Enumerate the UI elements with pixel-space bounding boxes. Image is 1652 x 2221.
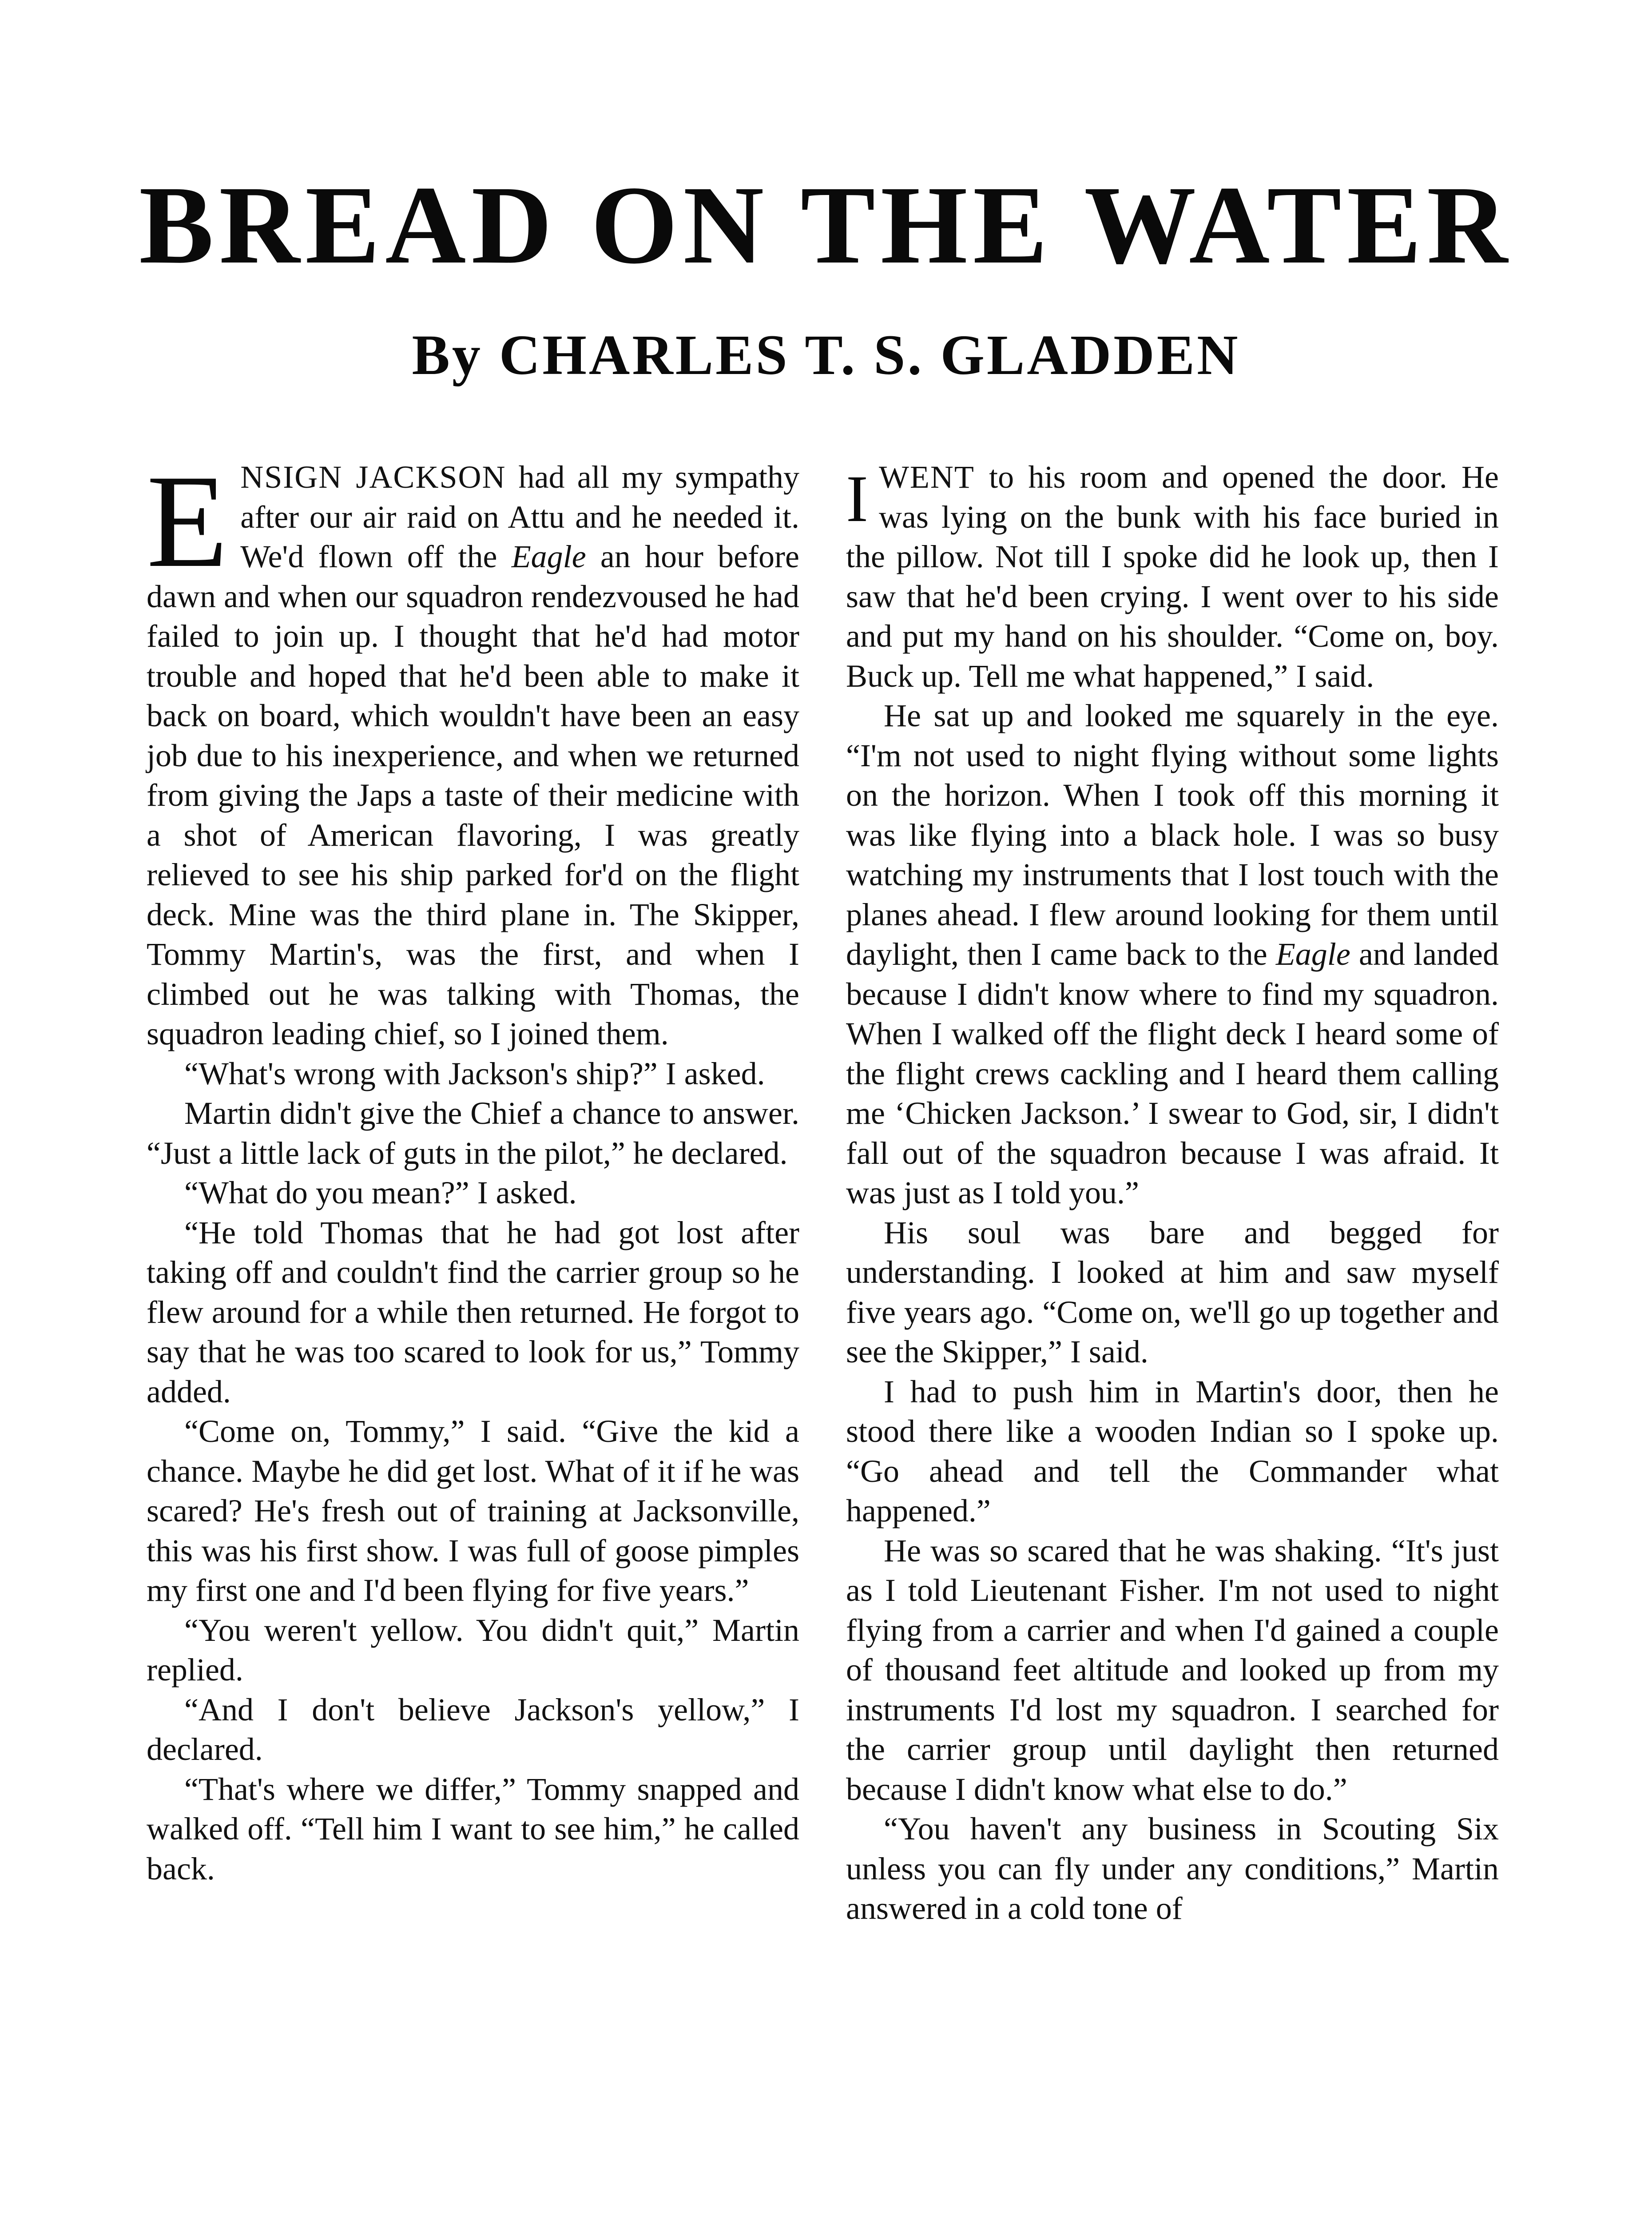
ship-name-italic: Eagle bbox=[511, 539, 586, 574]
drop-cap-e: E bbox=[147, 447, 228, 595]
left-paragraph: “That's where we differ,” Tommy snapped and walked off. “Tell him I want to see him,” he called back. bbox=[147, 1771, 799, 1887]
right-p2-text-2: and landed because I didn't know where to find my squadron. When I walked off the flight deck I heard some of the flight crews cackling and I heard them calling me ‘Chicken Jackson.’ I swear to God, sir, I didn't fall out of the squadron because I was afraid. It was just as I told you.” bbox=[846, 936, 1499, 1210]
opening-paragraph bbox=[147, 447, 799, 1054]
opening-smallcaps: NSIGN JACKSON bbox=[240, 459, 506, 495]
left-paragraph: “What do you mean?” I asked. bbox=[184, 1175, 577, 1210]
right-opening-paragraph bbox=[846, 458, 1499, 696]
drop-cap-i: I bbox=[846, 462, 868, 536]
right-paragraph: “You haven't any business in Scouting Six unless you can fly under any conditions,” Martin answered in a cold tone of bbox=[846, 1811, 1499, 1926]
opening-text-1: had all my sympathy after our air raid on Attu and he needed it. We'd flown off the bbox=[240, 459, 799, 574]
left-paragraph: “And I don't believe Jackson's yellow,” I declared. bbox=[147, 1692, 799, 1767]
left-paragraph: “You weren't yellow. You didn't quit,” Martin replied. bbox=[147, 1612, 799, 1688]
right-paragraph bbox=[846, 696, 1499, 1213]
left-paragraph: “He told Thomas that he had got lost after taking off and couldn't find the carrier group so he flew around for a while then returned. He forgot to say that he was too scared to look for us,” Tommy added. bbox=[147, 1214, 799, 1409]
left-column bbox=[147, 447, 799, 1889]
left-paragraph: “Come on, Tommy,” I said. “Give the kid a chance. Maybe he did get lost. What of it if he was scared? He's fresh out of training at Jacksonville, this was his first show. I was full of goose pimples my first one and I'd been flying for five years.” bbox=[147, 1413, 799, 1608]
left-paragraph: Martin didn't give the Chief a chance to answer. “Just a little lack of guts in the pilot,” he declared. bbox=[147, 1095, 799, 1171]
story-title: BREAD ON THE WATER bbox=[139, 163, 1513, 287]
opening-text-2: an hour before dawn and when our squadron rendezvoused he had failed to join up. I thought that he'd had motor trouble and hoped that he'd been able to make it back on board, which wouldn't have been an easy job due to his inexperience, and when we returned from giving the Japs a taste of their medicine with a shot of American flavoring, I was greatly relieved to see his ship parked for'd on the flight deck. Mine was the third plane in. The Skipper, Tommy Martin's, was the first, and when I climbed out he was talking with Thomas, the squadron leading chief, so I joined them. bbox=[147, 539, 799, 1051]
left-paragraph: “What's wrong with Jackson's ship?” I asked. bbox=[184, 1055, 765, 1091]
right-paragraph: I had to push him in Martin's door, then he stood there like a wooden Indian so I spoke up. “Go ahead and tell the Commander what happened.” bbox=[846, 1373, 1499, 1528]
right-opening-text: to his room and opened the door. He was lying on the bunk with his face buried in the pillow. Not till I spoke did he look up, then I saw that he'd been crying. I went over to his side and put my hand on his shoulder. “Come on, boy. Buck up. Tell me what happened,” I said. bbox=[846, 459, 1499, 694]
right-paragraph: He was so scared that he was shaking. “It's just as I told Lieutenant Fisher. I'm not used to night flying from a carrier and when I'd gained a couple of thousand feet altitude and looked up from my instruments I'd lost my squadron. I searched for the carrier group until daylight then returned because I didn't know what else to do.” bbox=[846, 1532, 1499, 1807]
ship-name-italic: Eagle bbox=[1275, 936, 1350, 972]
right-opening-smallcaps: WENT bbox=[878, 459, 975, 495]
right-paragraph: His soul was bare and begged for understanding. I looked at him and saw myself five years ago. “Come on, we'll go up together and see the Skipper,” I said. bbox=[846, 1214, 1499, 1369]
story-byline: By CHARLES T. S. GLADDEN bbox=[412, 323, 1240, 386]
right-p2-text-1: He sat up and looked me squarely in the eye. “I'm not used to night flying without some lights on the horizon. When I took off this morning it was like flying into a black hole. I was so busy watching my instruments that I lost touch with the planes ahead. I flew around looking for them until daylight, then I came back to the bbox=[846, 698, 1499, 972]
right-column bbox=[846, 458, 1499, 1929]
